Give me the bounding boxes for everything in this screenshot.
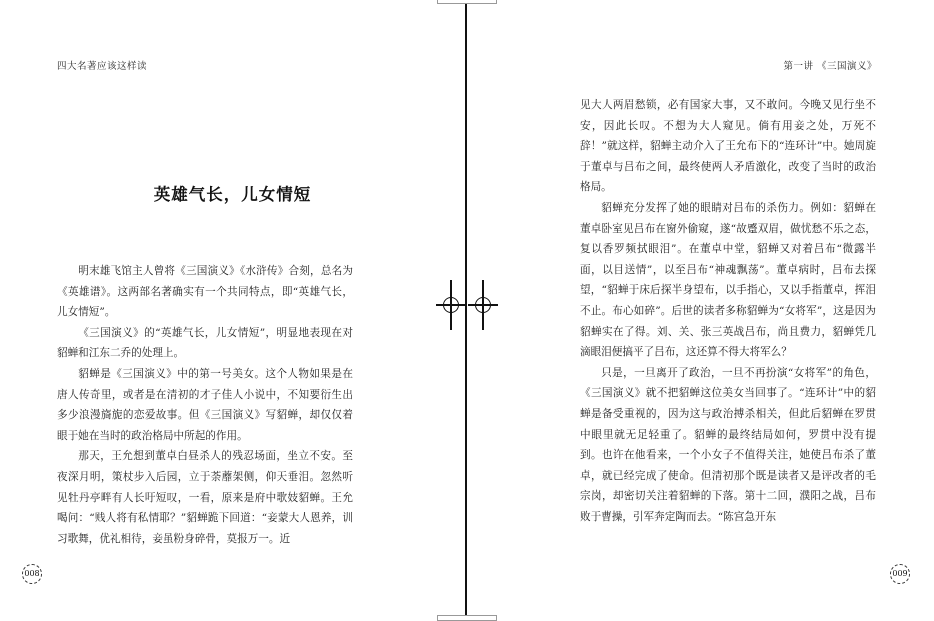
chapter-title: 英雄气长，儿女情短 [153, 185, 312, 204]
paragraph: 见大人两眉愁锁，必有国家大事，又不敢问。今晚又见行坐不安，因此长叹。不想为大人窥见。倘有用妾之处，万死不辞！”就这样，貂蝉主动介入了王允布下的“连环计”中。她周旋于董卓与吕布之间，最终使两人矛盾激化，改变了当时的政治格局。 [580, 99, 876, 194]
paragraph: 只是，一旦离开了政治，一旦不再扮演“女将军”的角色，《三国演义》就不把貂蝉这位美女当回事了。“连环计”中的貂蝉是备受重视的，因为这与政治搏杀相关，但此后貂蝉在罗贯中眼里就无足轻重了。貂蝉的最终结局如何，罗贯中没有提到。也许在他看来，一个小女子不值得关注，她使吕布杀了董卓，就已经完成了使命。但清初那个既是读者又是评改者的毛宗岗，却密切关注着貂蝉的下落。第十二回，濮阳之战，吕布败于曹操，引军奔定陶而去。“陈宫急开东 [580, 366, 876, 523]
paragraph: 《三国演义》的“英雄气长，儿女情短”，明显地表现在对貂蝉和江东二乔的处理上。 [57, 326, 353, 360]
page-number: 009 [890, 564, 910, 584]
registration-mark-icon [468, 280, 512, 330]
right-page [467, 0, 934, 619]
running-head-chapter: 第一讲 《三国演义》 [783, 61, 877, 72]
paragraph: 貂蝉是《三国演义》中的第一号美女。这个人物如果是在唐人传奇里，或者是在清初的才子佳人小说中，不知要衍生出多少浪漫旖旎的恋爱故事。但《三国演义》写貂蝉，却仅仅着眼于她在当时的政治格局中所起的作用。 [57, 367, 353, 442]
paragraph: 明末雄飞馆主人曾将《三国演义》《水浒传》合刻，总名为《英雄谱》。这两部名著确实有一个共同特点，即“英雄气长，儿女情短”。 [57, 265, 353, 319]
running-head-book-title: 四大名著应该这样读 [57, 61, 148, 72]
gutter-tab-bottom [437, 615, 497, 621]
left-body-text [57, 261, 353, 549]
page-number: 008 [22, 564, 42, 584]
right-body-text [580, 95, 876, 527]
gutter-tab-top [437, 0, 497, 4]
paragraph: 貂蝉充分发挥了她的眼睛对吕布的杀伤力。例如：貂蝉在董卓卧室见吕布在窗外偷窥，遂“故蹙双眉，做忧愁不乐之态，复以香罗频拭眼泪”。在董卓中堂，貂蝉又对着吕布“微露半面，以目送情”，以至吕布“神魂飘荡”。董卓病时，吕布去探望，“貂蝉于床后探半身望布，以手指心，又以手指董卓，挥泪不止。布心如碎”。后世的读者多称貂蝉为“女将军”，这是因为貂蝉实在了得。刘、关、张三英战吕布，尚且费力，貂蝉凭几滴眼泪便搞平了吕布，这还算不得大将军么？ [580, 201, 876, 359]
paragraph: 那天，王允想到董卓白昼杀人的残忍场面，坐立不安。至夜深月明，策杖步入后园，立于荼蘼架侧，仰天垂泪。忽然听见牡丹亭畔有人长吁短叹，一看，原来是府中歌妓貂蝉。王允喝问：“贱人将有私情耶？”貂蝉跪下回道：“妾蒙大人恩养，训习歌舞，优礼相待，妾虽粉身碎骨，莫报万一。近 [57, 450, 353, 545]
left-page [0, 0, 465, 619]
